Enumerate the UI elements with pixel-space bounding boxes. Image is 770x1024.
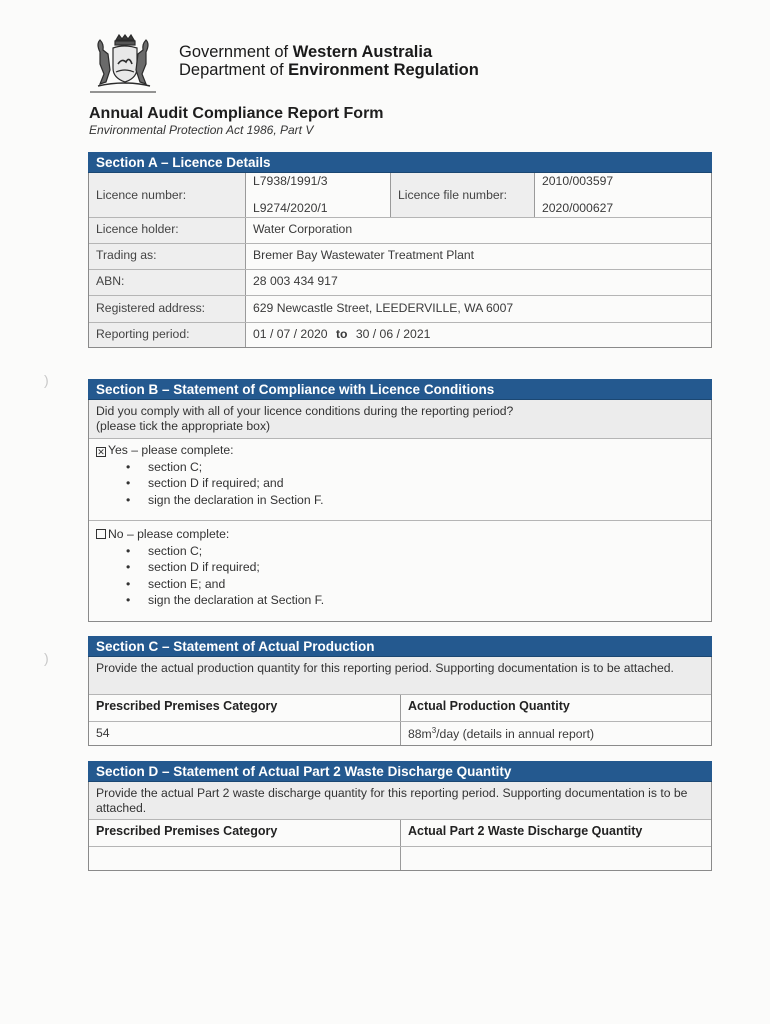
section-b-heading: Section B – Statement of Compliance with Licence Conditions xyxy=(88,379,712,400)
abn-value: 28 003 434 917 xyxy=(245,270,711,295)
question-text: Did you comply with all of your licence conditions during the reporting period? xyxy=(96,404,514,418)
registered-address-value: 629 Newcastle Street, LEEDERVILLE, WA 6007 xyxy=(245,296,711,322)
col-prescribed-category: Prescribed Premises Category xyxy=(96,699,278,713)
trading-as-row xyxy=(89,243,711,269)
discharge-header-row xyxy=(89,820,711,846)
trading-as-label: Trading as: xyxy=(89,244,245,269)
registered-address-label: Registered address: xyxy=(89,296,245,322)
licence-file-1: 2010/003597 xyxy=(542,174,614,188)
licence-file-values xyxy=(534,173,711,217)
licence-number-values xyxy=(245,173,390,217)
licence-number-row xyxy=(89,173,711,217)
col-prescribed-category: Prescribed Premises Category xyxy=(96,824,278,838)
licence-holder-row xyxy=(89,217,711,243)
government-heading: Government of Western Australia Department of Environment Regulation xyxy=(179,43,479,79)
coat-of-arms-icon xyxy=(86,34,160,94)
licence-number-label: Licence number: xyxy=(89,173,245,217)
reporting-period-value xyxy=(245,323,711,347)
trading-as-value: Bremer Bay Wastewater Treatment Plant xyxy=(245,244,711,269)
form-title: Annual Audit Compliance Report Form xyxy=(89,105,384,122)
yes-list xyxy=(96,459,704,509)
scan-margin-mark: ) xyxy=(44,650,49,666)
scan-margin-mark: ) xyxy=(44,372,49,388)
production-category-value[interactable]: 54 xyxy=(96,726,110,740)
list-item: • section C; xyxy=(126,459,704,476)
form-subtitle: Environmental Protection Act 1986, Part V xyxy=(89,123,314,137)
list-item: • section C; xyxy=(126,543,704,560)
list-item: • sign the declaration at Section F. xyxy=(126,592,704,609)
period-from: 01 / 07 / 2020 xyxy=(253,327,328,341)
list-item: • sign the declaration in Section F. xyxy=(126,492,704,509)
abn-label: ABN: xyxy=(89,270,245,295)
licence-holder-value: Water Corporation xyxy=(245,218,711,243)
col-actual-production: Actual Production Quantity xyxy=(400,695,711,721)
production-header-row xyxy=(89,695,711,721)
registered-address-row xyxy=(89,295,711,322)
section-a xyxy=(88,152,712,348)
licence-file-label: Licence file number: xyxy=(390,173,534,217)
production-quantity-value[interactable] xyxy=(400,722,711,745)
list-item: • section D if required; xyxy=(126,559,704,576)
quantity-number: 88m xyxy=(408,727,432,742)
section-c-heading: Section C – Statement of Actual Production xyxy=(88,636,712,657)
section-d-heading: Section D – Statement of Actual Part 2 Waste Discharge Quantity xyxy=(88,761,712,782)
discharge-quantity-value[interactable] xyxy=(400,847,711,870)
section-b xyxy=(88,379,712,622)
discharge-category-value[interactable] xyxy=(89,847,400,870)
no-label: No – please complete: xyxy=(108,527,230,541)
quantity-superscript: 3 xyxy=(431,726,437,735)
section-c xyxy=(88,636,712,746)
quantity-unit: /day (details in annual report) xyxy=(436,727,595,742)
yes-option[interactable] xyxy=(89,439,711,521)
licence-number-2: L9274/2020/1 xyxy=(253,201,328,215)
no-checkbox[interactable] xyxy=(96,529,106,539)
production-prompt: Provide the actual production quantity for this reporting period. Supporting documentation is to be attached. xyxy=(89,657,711,695)
list-item: • section D if required; and xyxy=(126,475,704,492)
production-data-row xyxy=(89,721,711,745)
licence-number-1: L7938/1991/3 xyxy=(253,174,328,188)
compliance-question xyxy=(89,400,711,439)
col-actual-discharge: Actual Part 2 Waste Discharge Quantity xyxy=(400,820,711,846)
instruction-text: (please tick the appropriate box) xyxy=(96,419,271,433)
reporting-period-row xyxy=(89,322,711,347)
discharge-data-row xyxy=(89,846,711,870)
yes-label: Yes – please complete: xyxy=(108,443,234,457)
discharge-prompt: Provide the actual Part 2 waste discharge quantity for this reporting period. Supporting documentation is to be attached. xyxy=(89,782,711,820)
yes-checkbox[interactable]: ✕ xyxy=(97,447,105,457)
reporting-period-label: Reporting period: xyxy=(89,323,245,347)
abn-row xyxy=(89,269,711,295)
section-a-heading: Section A – Licence Details xyxy=(88,152,712,173)
no-list xyxy=(96,543,704,609)
list-item: • section E; and xyxy=(126,576,704,593)
period-to-word: to xyxy=(335,327,348,341)
period-to: 30 / 06 / 2021 xyxy=(355,327,431,341)
section-d xyxy=(88,761,712,871)
licence-holder-label: Licence holder: xyxy=(89,218,245,243)
no-option[interactable] xyxy=(89,521,711,621)
licence-file-2: 2020/000627 xyxy=(542,201,614,215)
